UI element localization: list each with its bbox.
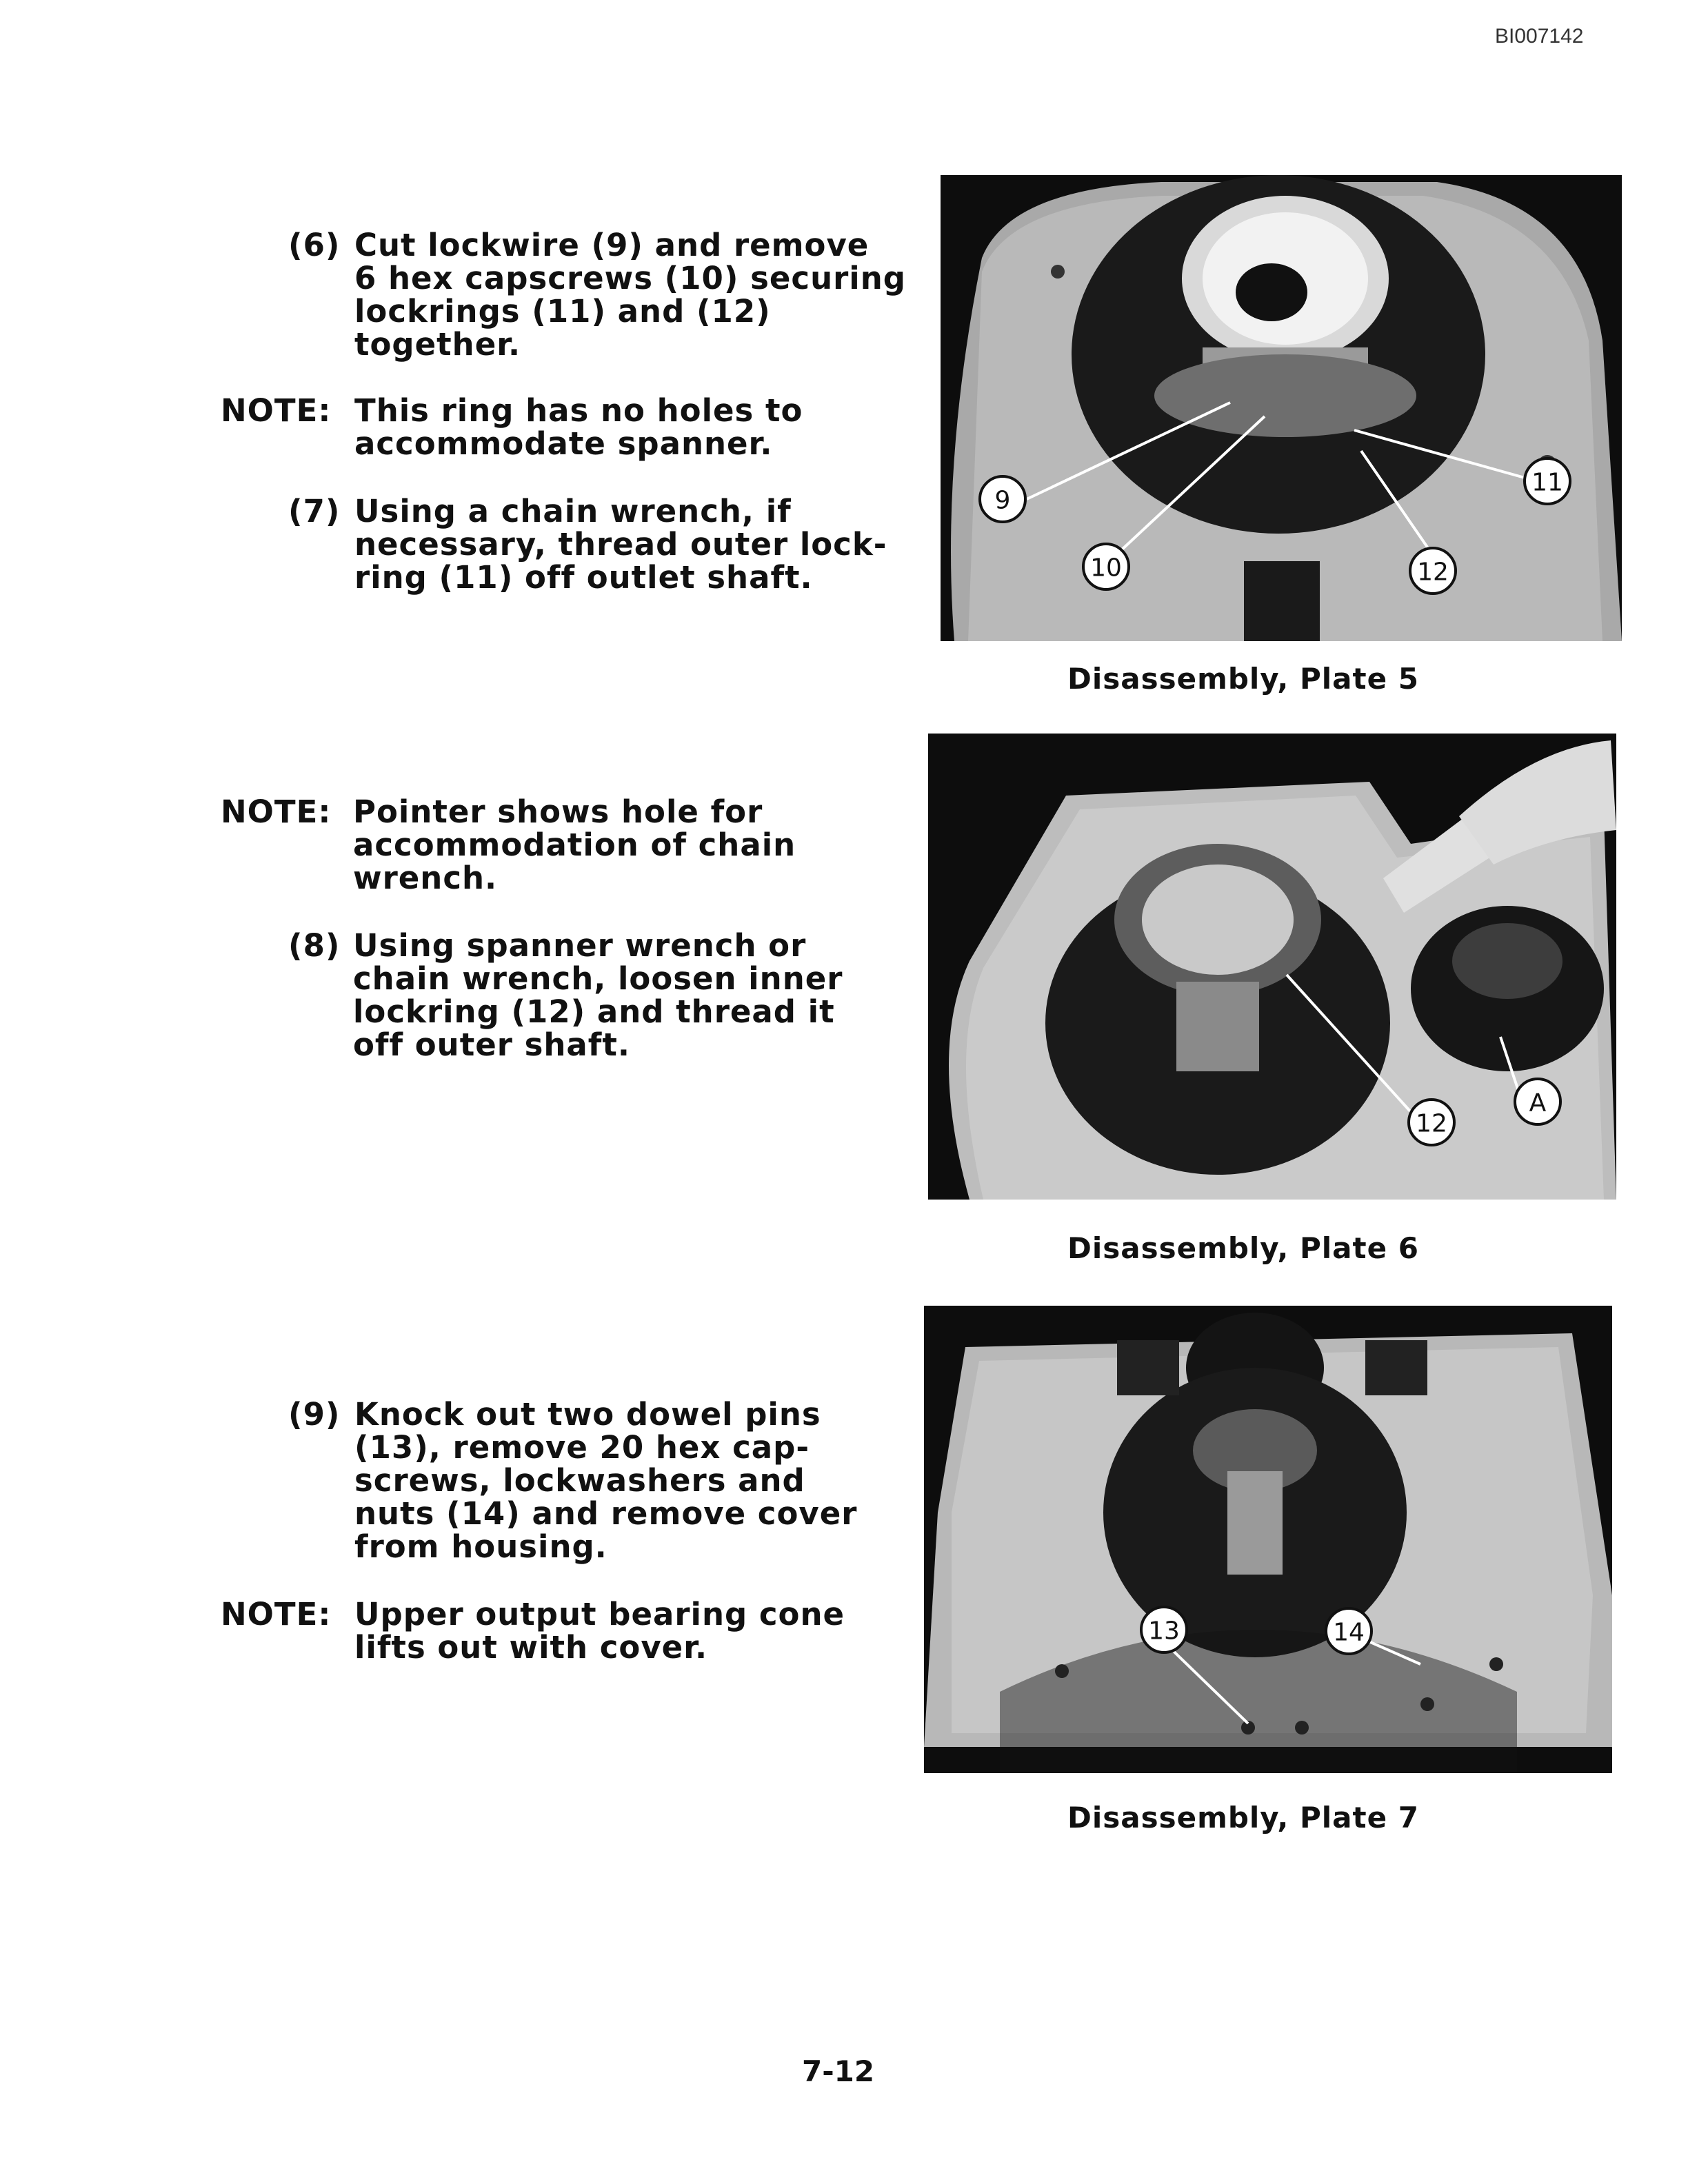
step-text: Knock out two dowel pins (13), remove 20 hex cap- screws, lockwashers and nuts (14) and remove cover from housing. [354, 1396, 858, 1565]
step-number: (6) [288, 227, 341, 263]
svg-text:11: 11 [1531, 468, 1563, 497]
callout-9 [980, 476, 1025, 522]
step-number: (8) [288, 927, 341, 964]
note-label: NOTE: [221, 1596, 332, 1632]
note-text: Upper output bearing cone lifts out with cover. [354, 1596, 845, 1666]
plate-5-photo [941, 175, 1622, 641]
plate-6-caption: Disassembly, Plate 6 [1067, 1231, 1419, 1265]
plate-6-photo [928, 734, 1616, 1200]
plate-7-photo [924, 1306, 1612, 1773]
svg-text:14: 14 [1333, 1618, 1365, 1647]
note-1 [221, 394, 883, 463]
note-label: NOTE: [221, 793, 332, 830]
note-label: NOTE: [221, 392, 332, 429]
callout-10 [1083, 544, 1129, 589]
plate-5-caption: Disassembly, Plate 5 [1067, 662, 1419, 696]
plate-7-caption: Disassembly, Plate 7 [1067, 1801, 1419, 1834]
note-text: Pointer shows hole for accommodation of chain wrench. [353, 793, 796, 896]
svg-text:9: 9 [994, 486, 1011, 515]
document-id: BI007142 [1495, 25, 1584, 48]
page-number: 7-12 [802, 2054, 875, 2088]
step-number: (9) [288, 1396, 341, 1433]
callout-13 [1141, 1607, 1187, 1652]
note-3 [221, 1598, 883, 1667]
step-text: Using spanner wrench or chain wrench, loosen inner lockring (12) and thread it off outer shaft. [353, 927, 843, 1063]
callout-12 [1410, 548, 1456, 594]
callout-11 [1525, 458, 1570, 504]
svg-text:12: 12 [1417, 558, 1449, 587]
step-text: Cut lockwire (9) and remove 6 hex capscrews (10) securing lockrings (11) and (12) together. [354, 227, 906, 363]
step-6 [288, 227, 906, 367]
callout-12 [1409, 1100, 1454, 1145]
note-2 [221, 793, 883, 899]
step-number: (7) [288, 493, 341, 529]
step-8 [288, 929, 881, 1067]
callout-14 [1326, 1608, 1372, 1654]
step-9 [288, 1398, 881, 1570]
svg-text:10: 10 [1090, 554, 1122, 583]
svg-text:13: 13 [1148, 1617, 1180, 1646]
step-7 [288, 493, 887, 598]
svg-text:A: A [1529, 1089, 1547, 1118]
step-text: Using a chain wrench, if necessary, thread outer lock- ring (11) off outlet shaft. [354, 493, 887, 596]
callout-A [1515, 1079, 1560, 1124]
note-text: This ring has no holes to accommodate spanner. [354, 392, 803, 462]
svg-text:12: 12 [1416, 1109, 1447, 1138]
